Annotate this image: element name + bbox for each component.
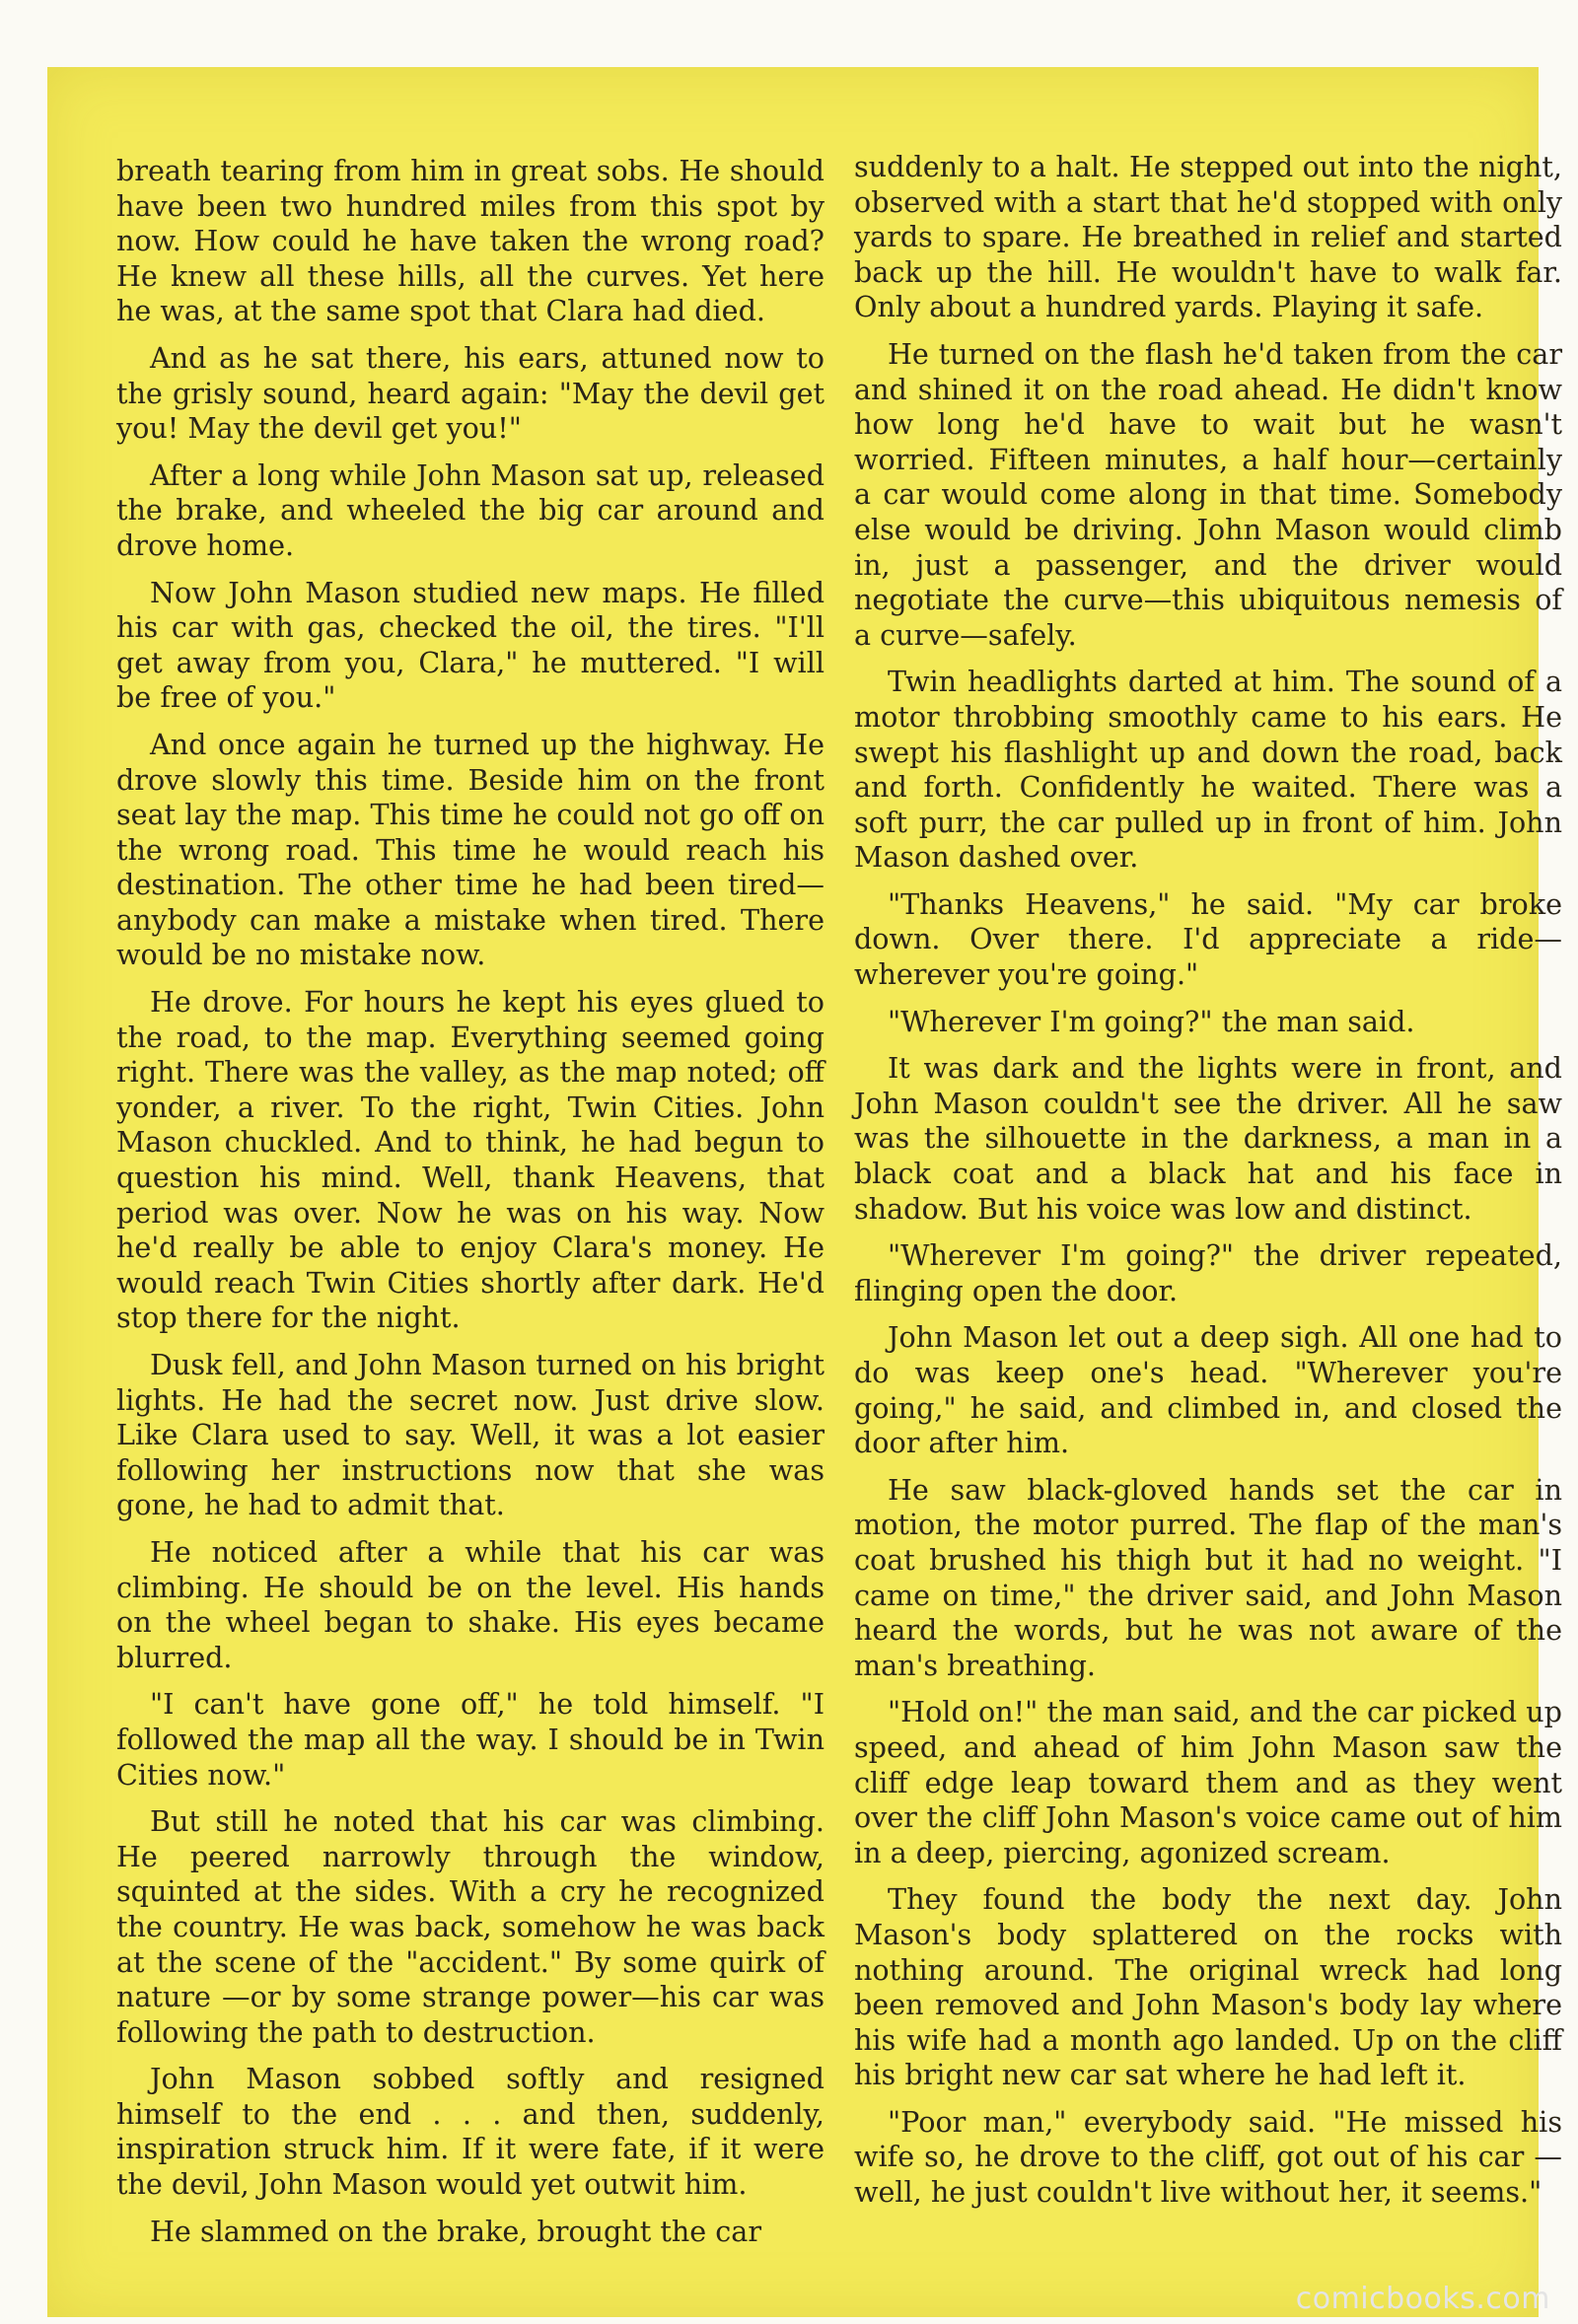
right-text-column	[854, 150, 1562, 2222]
paragraph: suddenly to a halt. He stepped out into the night, observed with a start that he'd stopped with only yards to spare. He breathed in relief and started back up the hill. He wouldn't have to walk far. Only about a hundred yards. Playing it safe.	[854, 150, 1562, 324]
paragraph: They found the body the next day. John Mason's body splattered on the rocks with nothing around. The original wreck had long been removed and John Mason's body lay where his wife had a month ago landed. Up on the cliff his bright new car sat where he had left it.	[854, 1882, 1562, 2092]
paragraph: John Mason let out a deep sigh. All one had to do was keep one's head. "Wherever you're going," he said, and climbed in, and closed the door after him.	[854, 1320, 1562, 1460]
left-text-column	[116, 154, 825, 2261]
paragraph: He slammed on the brake, brought the car	[150, 2214, 761, 2248]
paragraph: Twin headlights darted at him. The sound of a motor throbbing smoothly came to his ears. He swept his flashlight up and down the road, back and forth. Confidently he waited. There was a soft purr, the car pulled up in front of him. John Mason dashed over.	[854, 665, 1562, 875]
paragraph: "Hold on!" the man said, and the car picked up speed, and ahead of him John Mason saw the cliff edge leap toward them and as they went over the cliff John Mason's voice came out of him in a deep, piercing, agonized scream.	[854, 1695, 1562, 1869]
paragraph: He noticed after a while that his car was climbing. He should be on the level. His hands on the wheel began to shake. His eyes became blurred.	[116, 1534, 825, 1674]
paragraph: Dusk fell, and John Mason turned on his bright lights. He had the secret now. Just drive slow. Like Clara used to say. Well, it was a lot easier following her instructions now that she was gone, he had to admit that.	[116, 1348, 825, 1522]
paragraph: "I can't have gone off," he told himself. "I followed the map all the way. I should be in Twin Cities now."	[116, 1687, 825, 1792]
paragraph: After a long while John Mason sat up, released the brake, and wheeled the big car around and drove home.	[116, 458, 825, 562]
paragraph: It was dark and the lights were in front, and John Mason couldn't see the driver. All he saw was the silhouette in the darkness, a man in a black coat and a black hat and his face in shadow. But his voice was low and distinct.	[854, 1051, 1562, 1226]
paragraph: John Mason sobbed softly and resigned himself to the end . . . and then, suddenly, inspiration struck him. If it were fate, if it were the devil, John Mason would yet outwit him.	[116, 2062, 825, 2202]
paragraph: He turned on the flash he'd taken from the car and shined it on the road ahead. He didn't know how long he'd have to wait but he wasn't worried. Fifteen minutes, a half hour—certainly a car would come along in that time. Somebody else would be driving. John Mason would climb in, just a passenger, and the driver would negotiate the curve—this ubiquitous nemesis of a curve—safely.	[854, 336, 1562, 652]
paragraph: Now John Mason studied new maps. He filled his car with gas, checked the oil, the tires. "I'll get away from you, Clara," he muttered. "I will be free of you."	[116, 575, 825, 715]
paragraph: "Wherever I'm going?" the man said.	[888, 1004, 1415, 1038]
paragraph: "Wherever I'm going?" the driver repeated, flinging open the door.	[854, 1238, 1562, 1307]
paragraph: And as he sat there, his ears, attuned now to the grisly sound, heard again: "May the devil get you! May the devil get you!"	[116, 340, 825, 446]
paragraph: And once again he turned up the highway. He drove slowly this time. Beside him on the front seat lay the map. This time he could not go off on the wrong road. This time he would reach his destination. The other time he had been tired—anybody can make a mistake when tired. There would be no mistake now.	[116, 727, 825, 972]
paragraph: He drove. For hours he kept his eyes glued to the road, to the map. Everything seemed going right. There was the valley, as the map noted; off yonder, a river. To the right, Twin Cities. John Mason chuckled. And to think, he had begun to question his mind. Well, thank Heavens, that period was over. Now he was on his way. Now he'd really be able to enjoy Clara's money. He would reach Twin Cities shortly after dark. He'd stop there for the night.	[116, 985, 825, 1335]
site-watermark: comicbooks.com	[1295, 2282, 1550, 2316]
paragraph: He saw black-gloved hands set the car in motion, the motor purred. The flap of the man's coat brushed his thigh but it had no weight. "I came on time," the driver said, and John Mason heard the words, but he was not aware of the man's breathing.	[854, 1472, 1562, 1682]
paragraph: But still he noted that his car was climbing. He peered narrowly through the window, squinted at the sides. With a cry he recognized the country. He was back, somehow he was back at the scene of the "accident." By some quirk of nature —or by some strange power—his car was following the path to destruction.	[116, 1804, 825, 2049]
paragraph: "Thanks Heavens," he said. "My car broke down. Over there. I'd appreciate a ride—wherever you're going."	[854, 886, 1562, 992]
paragraph: breath tearing from him in great sobs. He should have been two hundred miles from this spot by now. How could he have taken the wrong road? He knew all these hills, all the curves. Yet here he was, at the same spot that Clara had died.	[116, 154, 825, 328]
story-page	[47, 67, 1562, 2317]
paragraph: "Poor man," everybody said. "He missed his wife so, he drove to the cliff, got out of his car — well, he just couldn't live without her, it seems."	[854, 2104, 1562, 2210]
